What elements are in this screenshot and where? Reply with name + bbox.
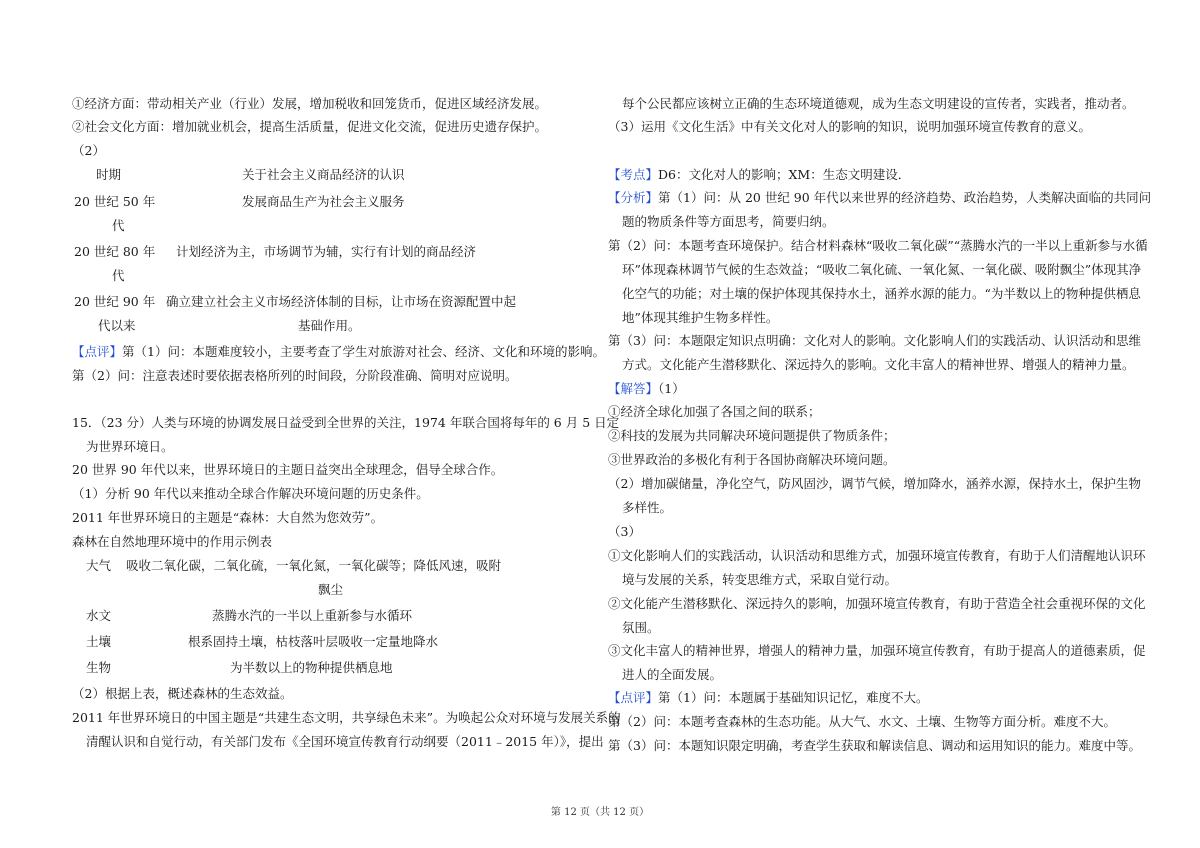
question-15-sub1: （1）分析 90 年代以来推动全球合作解决环境问题的历史条件。: [72, 486, 429, 501]
question-15-cont: 为世界环境日。: [86, 439, 174, 454]
kaodian-line: 【考点】D6：文化对人的影响；XM：生态文明建设．: [608, 167, 911, 182]
analysis-text: 地”体现其维护生物多样性。: [622, 310, 779, 325]
review-text: 第（2）问：本题考查森林的生态功能。从大气、水文、土壤、生物等方面分析。难度不大。: [608, 714, 1116, 729]
table-header-view: 关于社会主义商品经济的认识: [242, 167, 405, 182]
answer-line: 【解答】（1）: [608, 381, 685, 396]
table-cell: 代以来: [98, 318, 136, 333]
review-tag: 【点评】: [608, 690, 659, 705]
comment-line-2: 第（2）问：注意表述时要依据表格所列的时间段，分阶段准确、简明对应说明。: [72, 368, 518, 383]
analysis-line: 【分析】第（1）问：从 20 世纪 90 年代以来世界的经济趋势、政治趋势，人类解决面临的共同问: [608, 190, 1152, 205]
table-cell: 20 世纪 90 年: [74, 294, 156, 309]
analysis-text: 题的物质条件等方面思考，简要归纳。: [622, 214, 835, 229]
analysis-text: 环”体现森林调节气候的生态效益；“吸收二氧化硫、一氧化氮、一氧化碳、吸附飘尘”体现其净: [622, 262, 1142, 277]
table-cell: 确立建立社会主义市场经济体制的目标，让市场在资源配置中起: [166, 294, 517, 309]
question-15-theme: 2011 年世界环境日的主题是“森林：大自然为您效劳”。: [72, 510, 384, 525]
table-cell: 20 世纪 80 年: [74, 244, 156, 259]
question-15: 15．（23 分）人类与环境的协调发展日益受到全世界的关注，1974 年联合国将每年的 6 月 5 日定: [72, 415, 620, 430]
analysis-text: 化空气的功能；对土壤的保护体现其保持水土，涵养水源的能力。“为半数以上的物种提供栖息: [622, 286, 1141, 301]
table-cell: 代: [112, 268, 125, 283]
analysis-text: 方式。文化能产生潜移默化、深远持久的影响。文化丰富人的精神世界、增强人的精神力量。: [622, 357, 1135, 372]
answer-text: ①文化影响人们的实践活动，认识活动和思维方式，加强环境宣传教育，有助于人们清醒地认识环: [608, 548, 1146, 563]
answer-text: ①经济全球化加强了各国之间的联系；: [608, 404, 821, 419]
q15-continued: 每个公民都应该树立正确的生态环境道德观，成为生态文明建设的宣传者，实践者，推动者。: [622, 96, 1135, 111]
answer-econ: ①经济方面：带动相关产业（行业）发展，增加税收和回笼货币，促进区域经济发展。: [72, 96, 548, 111]
comment-line-1: 【点评】第（1）问：本题难度较小，主要考查了学生对旅游对社会、经济、文化和环境的影响。: [72, 344, 605, 359]
table-cell: 吸收二氧化碳，二氧化硫，一氧化氮，一氧化碳等；降低风速，吸附: [126, 558, 502, 573]
analysis-text: 第（3）问：本题限定知识点明确：文化对人的影响。文化影响人们的实践活动、认识活动和思维: [608, 333, 1141, 348]
page-footer: 第 12 页（共 12 页）: [550, 807, 650, 818]
question-15-text: 20 世界 90 年代以来，世界环境日的主题日益突出全球理念，倡导全球合作。: [72, 462, 504, 477]
answer-q2-label: （2）: [72, 143, 105, 158]
answer-text: （3）: [608, 524, 641, 539]
table-cell: 蒸腾水汽的一半以上重新参与水循环: [212, 608, 413, 623]
table-cell: 水文: [86, 608, 112, 623]
analysis-tag: 【分析】: [608, 190, 659, 205]
analysis-text: 第（2）问：本题考查环境保护。结合材料森林“吸收二氧化碳”“蒸腾水汽的一半以上重新参与水循: [608, 238, 1148, 253]
table-header-period: 时期: [96, 167, 122, 182]
table-cell: 发展商品生产为社会主义服务: [242, 194, 405, 209]
answer-text: ③世界政治的多极化有利于各国协商解决环境问题。: [608, 452, 896, 467]
answer-text: ②科技的发展为共同解决环境问题提供了物质条件；: [608, 428, 896, 443]
table-cell: 生物: [86, 660, 112, 675]
answer-social: ②社会文化方面：增加就业机会，提高生活质量，促进文化交流，促进历史遗存保护。: [72, 119, 548, 134]
right-column: [608, 0, 1152, 848]
answer-text: 多样性。: [622, 500, 673, 515]
table-cell: 大气: [86, 558, 112, 573]
answer-text: 进人的全面发展。: [622, 667, 723, 682]
answer-text: （2）增加碳储量，净化空气，防风固沙，调节气候，增加降水，涵养水源，保持水土，保护生物: [608, 476, 1141, 491]
table-cell: 飘尘: [318, 582, 344, 597]
review-line: 【点评】第（1）问：本题属于基础知识记忆，难度不大。: [608, 690, 929, 705]
table-cell: 代: [112, 218, 125, 233]
table-cell: 20 世纪 50 年: [74, 194, 156, 209]
answer-text: ③文化丰富人的精神世界，增强人的精神力量，加强环境宣传教育，有助于提高人的道德素质，促: [608, 643, 1146, 658]
question-15-sub3: （3）运用《文化生活》中有关文化对人的影响的知识，说明加强环境宣传教育的意义。: [608, 119, 1091, 134]
answer-text: 氛围。: [622, 620, 660, 635]
answer-text: ②文化能产生潜移默化、深远持久的影响，加强环境宣传教育，有助于营造全社会重视环保的文化: [608, 596, 1146, 611]
left-column: [72, 0, 621, 848]
answer-text: 境与发展的关系，转变思维方式，采取自觉行动。: [622, 572, 898, 587]
forest-table-title: 森林在自然地理环境中的作用示例表: [72, 534, 273, 549]
table-cell: 为半数以上的物种提供栖息地: [230, 660, 393, 675]
review-text: 第（3）问：本题知识限定明确，考查学生获取和解读信息、调动和运用知识的能力。难度中等。: [608, 738, 1141, 753]
comment-tag: 【点评】: [72, 344, 123, 359]
question-15-china-theme-cont: 清醒认识和自觉行动，有关部门发布《全国环境宣传教育行动纲要（2011﹣2015 年）》，提出: [86, 734, 604, 749]
answer-tag: 【解答】: [608, 381, 659, 396]
table-cell: 基础作用。: [298, 318, 361, 333]
question-15-china-theme: 2011 年世界环境日的中国主题是“共建生态文明，共享绿色未来”。为唤起公众对环境与发展关系的: [72, 710, 621, 725]
kaodian-tag: 【考点】: [608, 167, 659, 182]
question-15-sub2: （2）根据上表，概述森林的生态效益。: [72, 686, 293, 701]
table-cell: 计划经济为主，市场调节为辅，实行有计划的商品经济: [176, 244, 477, 259]
table-cell: 土壤: [86, 634, 112, 649]
table-cell: 根系固持土壤，枯枝落叶层吸收一定量地降水: [188, 634, 439, 649]
